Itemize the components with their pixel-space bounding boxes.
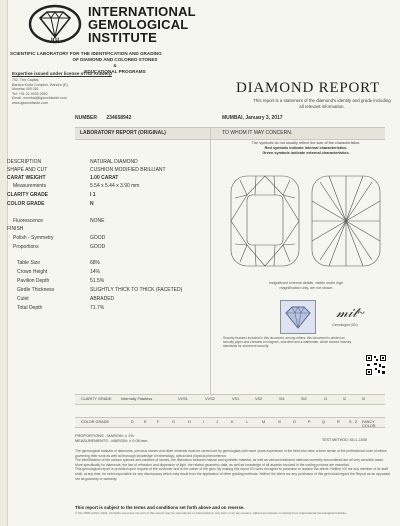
carat-label: CARAT WEIGHT [7, 175, 46, 181]
color-scale-grade: P [308, 420, 311, 424]
clarity-label: CLARITY GRADE [7, 192, 49, 198]
symbols-note [222, 141, 390, 156]
color-scale-grade: K [231, 420, 234, 424]
table-value: 68% [90, 260, 101, 266]
color-scale-grade: F [157, 420, 160, 424]
color-scale-row [75, 417, 385, 428]
gemologist-label: Gemologist (IGI) [332, 323, 358, 327]
fluorescence-value: NONE [90, 218, 105, 224]
color-scale-grade: L [246, 420, 249, 424]
address-line: Email: mumbai@igiworldwide.com [12, 96, 67, 101]
color-scale-grade: M [262, 420, 266, 424]
address-line: www.igiworldwide.com [12, 100, 48, 105]
measurements-label: Measurements [13, 183, 47, 189]
igi-logo-icon [28, 4, 82, 44]
license-statement: Expertise issued under license of IGI Antwerp [12, 71, 112, 76]
left-margin-strip [0, 0, 8, 526]
pavilion-view-diagram [312, 176, 380, 266]
color-scale-grade: H [188, 420, 191, 424]
measurements-value: 5.54 x 5.44 x 3.90 mm [90, 183, 140, 189]
polish-label: Polish - Symmetry [13, 235, 54, 241]
brand-name [88, 5, 196, 44]
magnification-note: Insignificant external details, visible under high magnification only, are not shown [268, 281, 344, 290]
test-method: TEST METHOD: IGI-1-1000 [322, 438, 367, 442]
clarity-scale-grade: VVS2 [205, 397, 215, 401]
clarity-scale-row [75, 394, 385, 405]
measurements-margin: MEASUREMENTS - MARGIN: ± 0.08 mm [75, 438, 148, 444]
clarity-scale-grade: VVS1 [178, 397, 188, 401]
shape-value: CUSHION MODIFIED BRILLIANT [90, 167, 166, 173]
total-depth-label: Total Depth [17, 305, 43, 311]
color-scale-grade: I [203, 420, 205, 424]
description-value: NATURAL DIAMOND [90, 159, 138, 165]
clarity-scale-grade: SI1 [279, 397, 285, 401]
qr-code-icon[interactable] [365, 354, 387, 376]
clarity-scale-grade: I2 [343, 397, 347, 401]
column-divider [210, 127, 211, 395]
clarity-scale-grade: VS2 [255, 397, 263, 401]
disclaimer-paragraph: The gemological analysis of diamonds, precious stones and other minerals must be carried out by gemologists with more years experience in the field who have a keen sense of the professional code of ethics governing their work as well as thorough knowledge of mineralogy, optical and physical phenomenon. [75, 449, 387, 458]
tagline-line-1: SCIENTIFIC LABORATORY FOR THE IDENTIFICATION AND GRADING [10, 51, 162, 56]
gemologist-signature-icon: 𝓂𝒾𝓉~ [336, 306, 365, 321]
table-label: Table Size [17, 260, 41, 266]
tagline-line-2: OF DIAMOND AND COLORED STONES [72, 57, 158, 62]
lab-report-header: LABORATORY REPORT (ORIGINAL) [80, 130, 166, 136]
report-date: MUMBAI, January 3, 2017 [222, 115, 283, 121]
description-label: DESCRIPTION [7, 159, 42, 165]
color-scale-grade: O [293, 420, 296, 424]
margins-note [75, 433, 147, 443]
tagline-line-4: EDUCATIONAL PROGRAMS [84, 69, 146, 74]
total-depth-value: 71.7% [90, 305, 105, 311]
color-scale-grade: D [131, 420, 134, 424]
hologram-seal-icon [280, 300, 316, 334]
report-number [75, 115, 131, 121]
pavilion-value: 51.5% [90, 278, 105, 284]
color-label: COLOR GRADE [7, 201, 45, 207]
copyright-notice: © IGI 2000 edition 2011. All rights reserved. No part of this report may be reproduced or transmitted in any form or by any means, without permission in writing from International Gemological Institute. [75, 511, 347, 515]
fluorescence-label: Fluorescence [13, 218, 44, 224]
color-scale-grade: R [337, 420, 340, 424]
color-scale-grade: J [216, 420, 218, 424]
crown-value: 14% [90, 269, 101, 275]
symbols-note-line: The symbols do not usually reflect the size of the characteristics. [251, 141, 361, 145]
clarity-scale-grade: VS1 [232, 397, 240, 401]
clarity-scale-grade: I1 [324, 397, 328, 401]
carat-value: 1.00 CARAT [90, 175, 119, 181]
girdle-value: SLIGHTLY THICK TO THICK (FACETED) [90, 287, 183, 293]
concern-header: TO WHOM IT MAY CONCERN. [222, 130, 293, 136]
polish-value: GOOD [90, 235, 106, 241]
symbols-note-green: Green symbols indicate external characteristics. [262, 151, 350, 155]
color-value: N [90, 201, 94, 207]
culet-value: ABRADED [90, 296, 115, 302]
girdle-label: Girdle Thickness [17, 287, 55, 293]
brand-line-1: INTERNATIONAL [88, 4, 196, 19]
clarity-scale-grade: I3 [362, 397, 366, 401]
color-scale-grade: S - Z [349, 420, 358, 424]
brand-line-3: INSTITUTE [88, 30, 157, 45]
disclaimer-paragraph: The identification of the various species and varieties of stones, the distinction between natural and synthetic material, as well as various treatment methods currently encountered are all very sensitive tasks. More specifically for diamonds, the law of refraction and dispersion of light, the related geometric data, as well as knowledge of all aspects involved in the cutting process are essential. [75, 458, 384, 467]
color-scale-label: COLOR GRADE [81, 420, 110, 424]
tagline-line-3: & [113, 63, 117, 68]
finish-label: FINISH [7, 226, 24, 232]
culet-label: Culet [17, 296, 29, 302]
clarity-plot-diagram [223, 171, 388, 271]
svg-text:IGI: IGI [50, 38, 60, 44]
proportions-margin: PROPORTIONS - MARGIN: ± 1% [75, 433, 134, 438]
clarity-scale-label: CLARITY GRADE [81, 397, 112, 401]
shape-label: SHAPE AND CUT [7, 167, 48, 173]
report-number-value: 234658942 [106, 115, 132, 121]
report-title: DIAMOND REPORT [236, 80, 381, 96]
brand-line-2: GEMOLOGICAL [88, 17, 189, 32]
color-scale-grade: N [278, 420, 281, 424]
proportions-label: Proportions [13, 244, 39, 250]
disclaimer-paragraph: This gemological report is provided upon request of the customer and is the owner of the gem. By making this report IGI does not agree to purchase or replace the article. Neither IGI nor any member of its staff shall, at any time, be held responsible for any discrepancy which may result from the application of other grading methods. Neither the client nor any purchaser of this gem shall regard the Report as an appraisal nor as guaranty or warranty. [75, 467, 390, 481]
symbols-note-red: Red symbols indicate internal characteristics. [264, 146, 348, 150]
report-number-label: NUMBER [75, 115, 97, 121]
color-scale-grade: Q [322, 420, 325, 424]
clarity-value: I 1 [90, 192, 96, 198]
disclaimer-text [75, 449, 390, 481]
security-features-note: Security features included in this document, among others: this document is printed on security paper and contains a hologram, microtext and a watermark, which exceed industry standards for document security. [223, 336, 352, 349]
address-line: 702, The Capital, [12, 78, 40, 82]
address-line: Bandra Kurla Complex, Bandra (E), [12, 82, 69, 87]
proportions-value: GOOD [90, 244, 106, 250]
address-line: Tel: +91 22 4035 2550 [12, 91, 48, 96]
terms-statement: This report is subject to the terms and conditions set forth above and on reverse. [75, 505, 245, 510]
clarity-scale-grade: Internally Flawless [121, 397, 153, 401]
crown-label: Crown Height [17, 269, 48, 275]
color-scale-grade: FANCY COLOR [362, 420, 376, 428]
pavilion-label: Pavilion Depth [17, 278, 50, 284]
report-subtitle: This report is a statement of the diamond's identity and grade including all relevant information. [253, 98, 391, 109]
color-scale-grade: G [172, 420, 175, 424]
clarity-scale-grade: SI2 [301, 397, 307, 401]
color-scale-grade: E [144, 420, 147, 424]
address-line: Mumbai 400 051 [12, 87, 39, 92]
crown-view-diagram [231, 176, 299, 266]
address-block [12, 78, 92, 106]
